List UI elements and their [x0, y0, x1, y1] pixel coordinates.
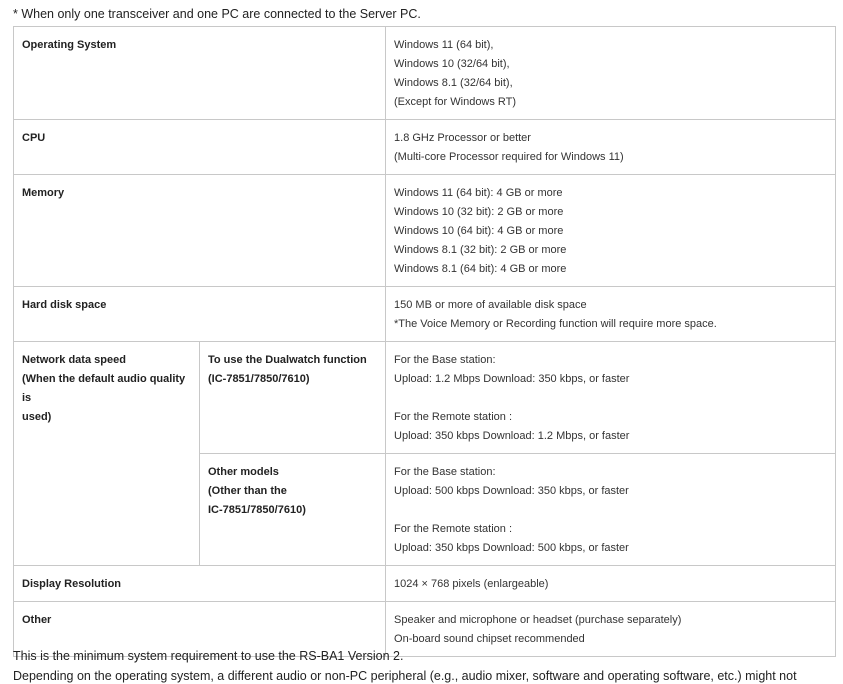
value-line: Upload: 500 kbps Download: 350 kbps, or faster	[394, 485, 629, 497]
label-other: Other	[14, 602, 386, 657]
value-line: On-board sound chipset recommended	[394, 633, 585, 645]
value-line: Upload: 1.2 Mbps Download: 350 kbps, or faster	[394, 373, 630, 385]
label-operating-system: Operating System	[14, 27, 386, 120]
value-line: For the Base station:	[394, 466, 496, 478]
table-row-memory	[14, 175, 836, 287]
label-line: (Other than the	[208, 485, 287, 497]
label-other-models	[200, 454, 386, 566]
value-operating-system	[386, 27, 836, 120]
value-memory	[386, 175, 836, 287]
value-line: Windows 11 (64 bit): 4 GB or more	[394, 187, 563, 199]
cut-off-line: Depending on the operating system, a different audio or non-PC peripheral (e.g., audio mixer, software and operating software, etc.) might not	[13, 669, 797, 683]
label-line: IC-7851/7850/7610)	[208, 504, 306, 516]
value-line: Windows 10 (64 bit): 4 GB or more	[394, 225, 564, 237]
label-line: Network data speed	[22, 354, 126, 366]
value-dualwatch-speed	[386, 342, 836, 454]
value-line: Windows 8.1 (64 bit): 4 GB or more	[394, 263, 567, 275]
value-line: Speaker and microphone or headset (purchase separately)	[394, 614, 682, 626]
label-line: (When the default audio quality is	[22, 373, 186, 404]
value-other	[386, 602, 836, 657]
table-row-os	[14, 27, 836, 120]
table-row-cpu	[14, 120, 836, 175]
value-cpu	[386, 120, 836, 175]
label-display-resolution: Display Resolution	[14, 566, 386, 602]
value-line: 150 MB or more of available disk space	[394, 299, 587, 311]
value-line: (Multi-core Processor required for Windows 11)	[394, 151, 624, 163]
label-line: (IC-7851/7850/7610)	[208, 373, 310, 385]
label-line: used)	[22, 411, 52, 423]
value-line: Upload: 350 kbps Download: 1.2 Mbps, or faster	[394, 430, 630, 442]
footnote-note: * When only one transceiver and one PC are connected to the Server PC.	[13, 7, 421, 21]
label-dualwatch	[200, 342, 386, 454]
table-row-disk	[14, 287, 836, 342]
footer-text: This is the minimum system requirement to use the RS-BA1 Version 2.	[13, 649, 404, 663]
value-hard-disk-space	[386, 287, 836, 342]
label-line: Other models	[208, 466, 279, 478]
label-memory: Memory	[14, 175, 386, 287]
value-line: For the Remote station :	[394, 523, 513, 535]
value-line: (Except for Windows RT)	[394, 96, 517, 108]
value-line: 1024 × 768 pixels (enlargeable)	[394, 578, 549, 590]
value-line: 1.8 GHz Processor or better	[394, 132, 531, 144]
label-hard-disk-space: Hard disk space	[14, 287, 386, 342]
label-line: To use the Dualwatch function	[208, 354, 367, 366]
table-row-network-dualwatch	[14, 342, 836, 454]
value-line: Windows 8.1 (32 bit): 2 GB or more	[394, 244, 567, 256]
cut-off-text	[13, 668, 797, 683]
value-display-resolution	[386, 566, 836, 602]
system-requirements-table	[13, 26, 836, 657]
label-cpu: CPU	[14, 120, 386, 175]
label-network-data-speed	[14, 342, 200, 566]
value-line: Windows 8.1 (32/64 bit),	[394, 77, 513, 89]
value-line: Windows 10 (32/64 bit),	[394, 58, 510, 70]
value-line: Windows 10 (32 bit): 2 GB or more	[394, 206, 564, 218]
value-line: Upload: 350 kbps Download: 500 kbps, or faster	[394, 542, 629, 554]
table-row-display	[14, 566, 836, 602]
value-line: Windows 11 (64 bit),	[394, 39, 494, 51]
value-line: *The Voice Memory or Recording function will require more space.	[394, 318, 717, 330]
value-line: For the Base station:	[394, 354, 496, 366]
value-line: For the Remote station :	[394, 411, 513, 423]
value-other-models-speed	[386, 454, 836, 566]
